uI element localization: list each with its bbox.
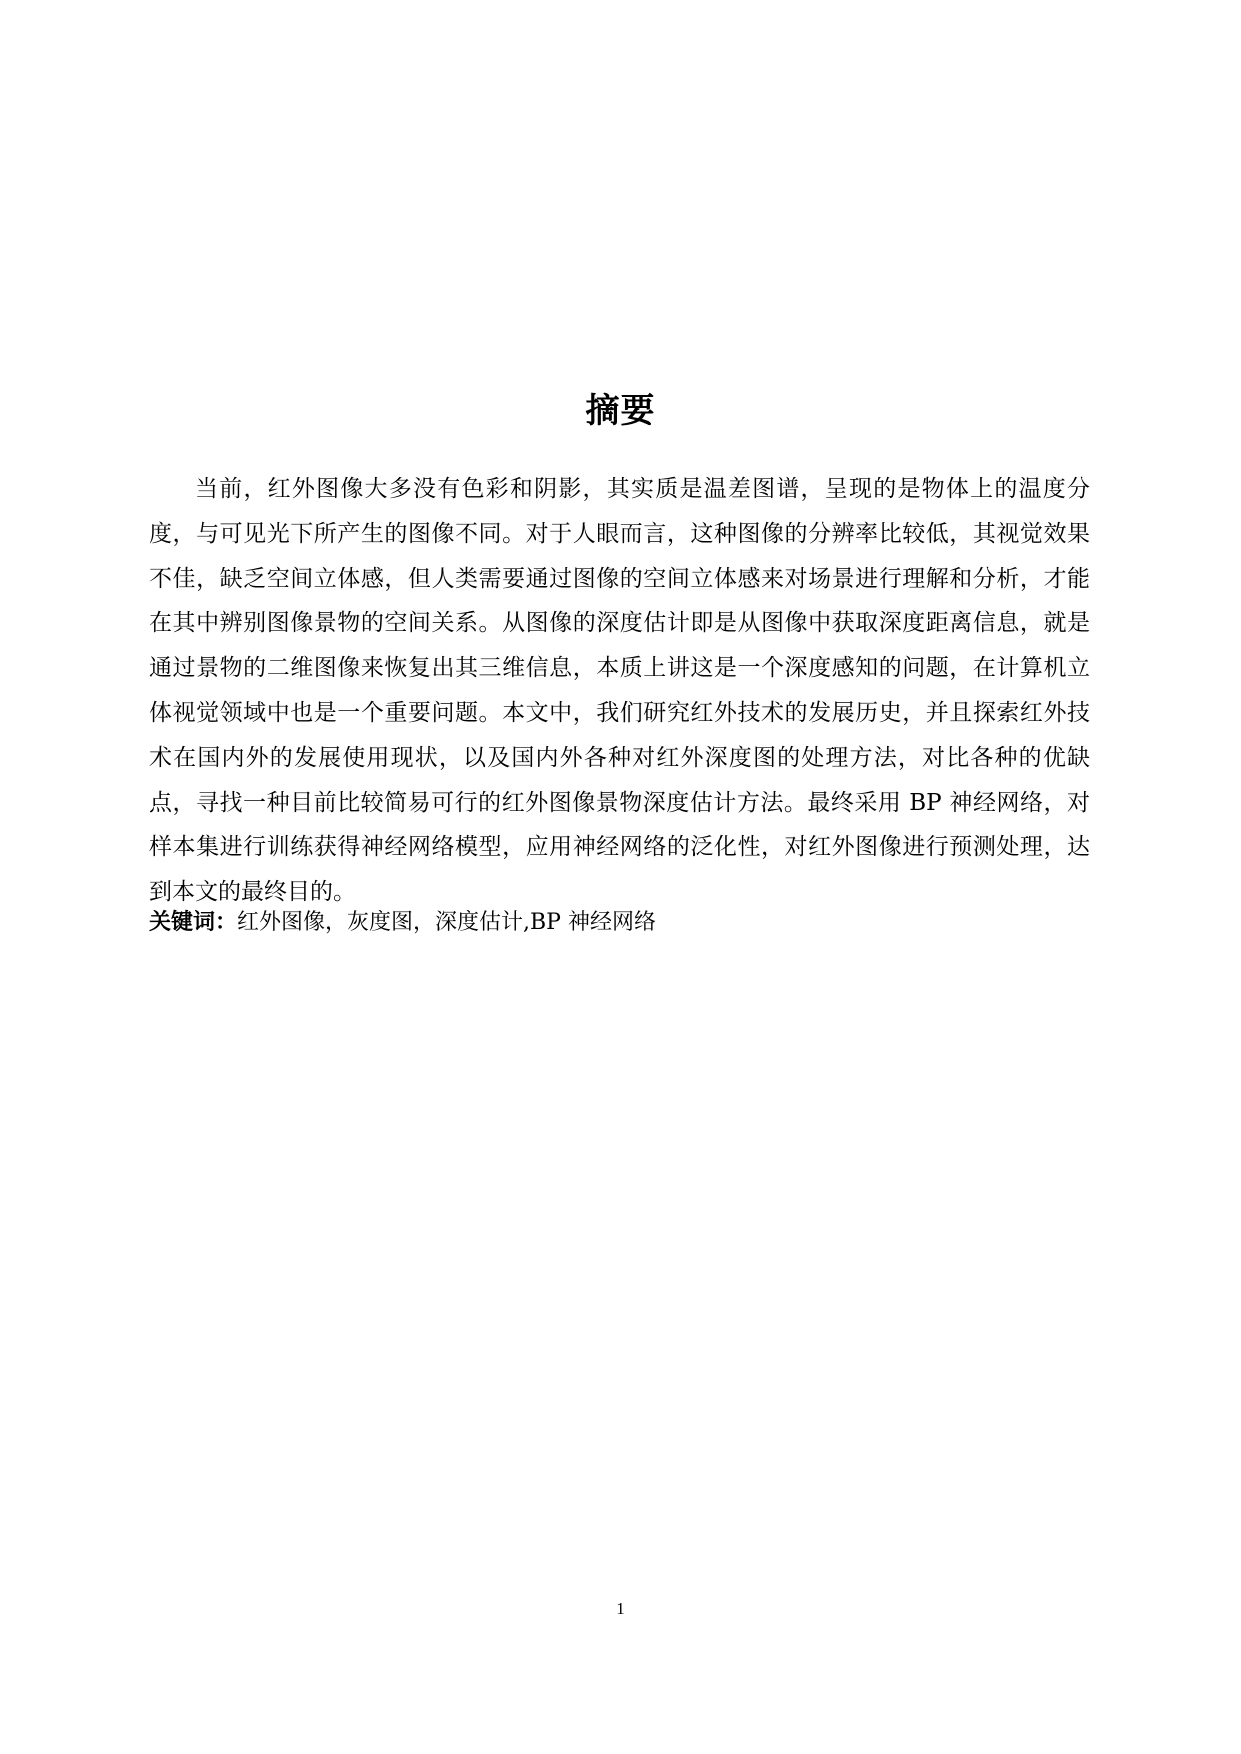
- keywords-label: 关键词：: [149, 910, 238, 935]
- keywords-text: 红外图像，灰度图，深度估计,BP 神经网络: [237, 910, 656, 935]
- keywords-line: [149, 906, 1090, 940]
- abstract-paragraph: 当前，红外图像大多没有色彩和阴影，其实质是温差图谱，呈现的是物体上的温度分度，与可见光下所产生的图像不同。对于人眼而言，这种图像的分辨率比较低，其视觉效果不佳，缺乏空间立体感，但人类需要通过图像的空间立体感来对场景进行理解和分析，才能在其中辨别图像景物的空间关系。从图像的深度估计即是从图像中获取深度距离信息，就是通过景物的二维图像来恢复出其三维信息，本质上讲这是一个深度感知的问题，在计算机立体视觉领域中也是一个重要问题。本文中，我们研究红外技术的发展历史，并且探索红外技术在国内外的发展使用现状，以及国内外各种对红外深度图的处理方法，对比各种的优缺点，寻找一种目前比较简易可行的红外图像景物深度估计方法。最终采用 BP 神经网络，对样本集进行训练获得神经网络模型，应用神经网络的泛化性，对红外图像进行预测处理，达到本文的最终目的。: [149, 476, 1090, 906]
- abstract-title: 摘要: [585, 391, 656, 431]
- page-number: 1: [616, 1599, 625, 1618]
